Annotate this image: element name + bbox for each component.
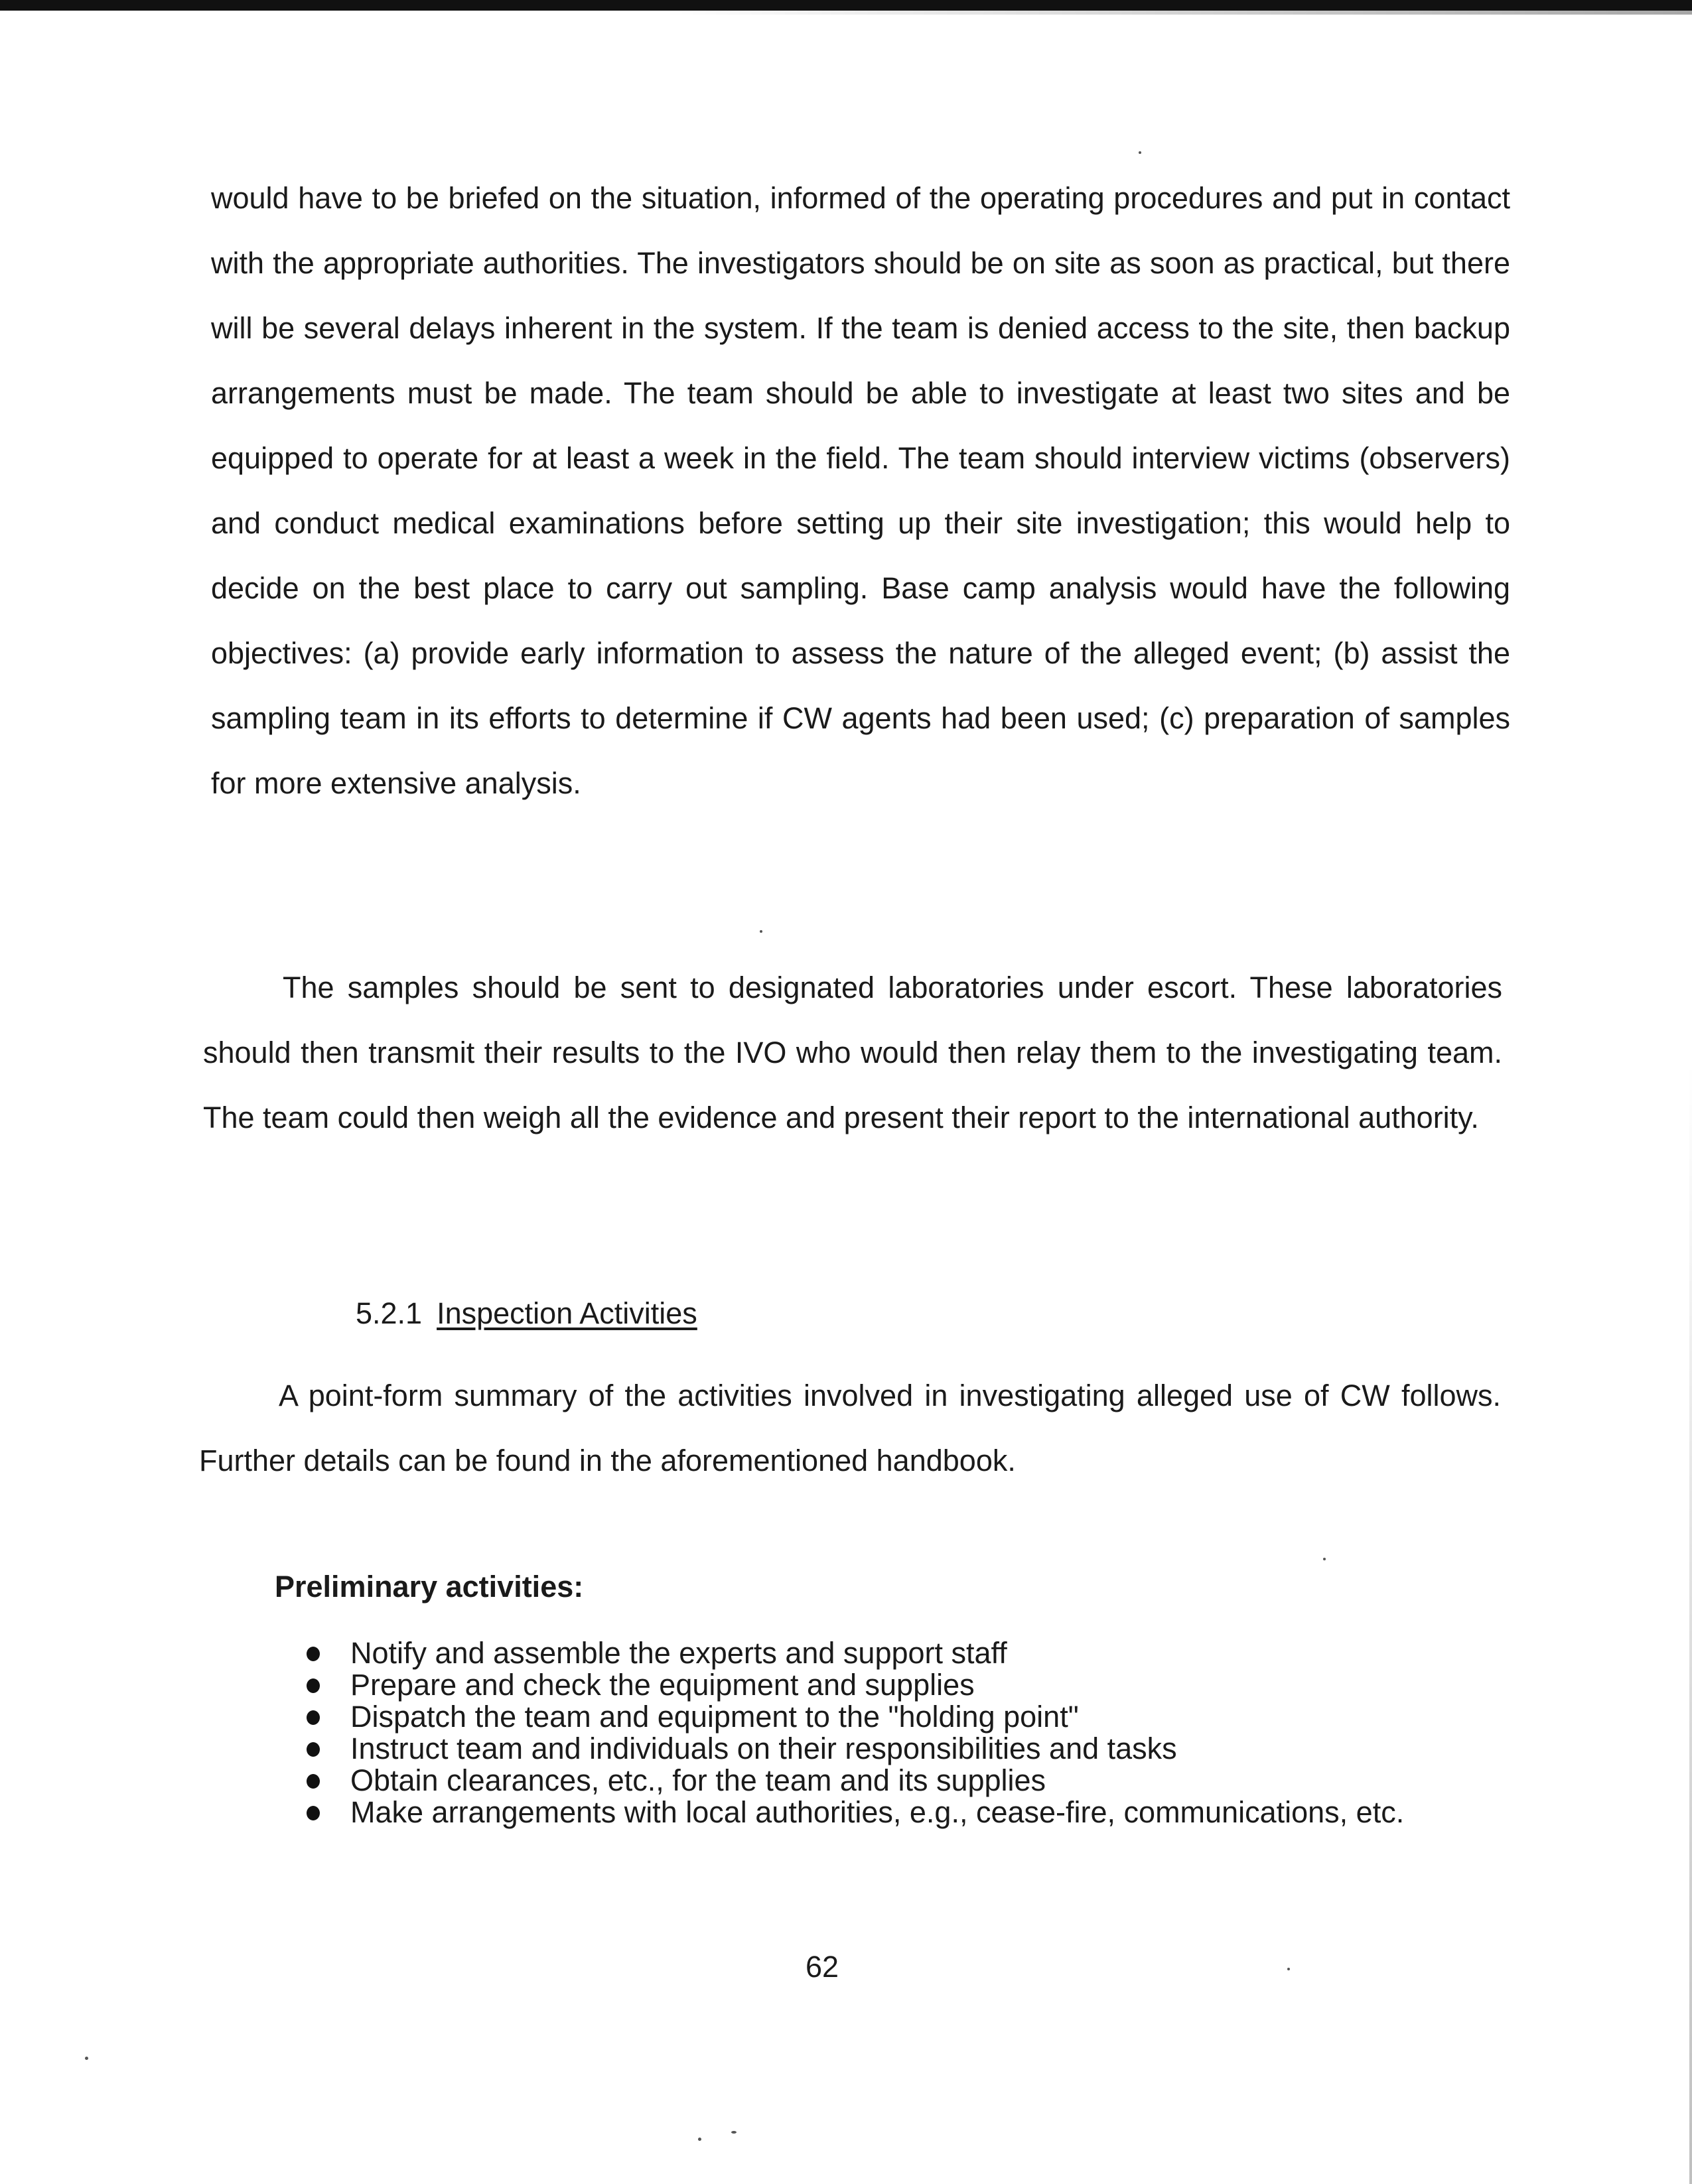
list-item	[299, 1733, 1493, 1765]
list-item	[299, 1765, 1493, 1797]
bullet-icon	[307, 1678, 320, 1693]
scan-top-border	[0, 0, 1692, 11]
list-item	[299, 1669, 1493, 1701]
list-item-text: Instruct team and individuals on their responsibilities and tasks	[350, 1732, 1177, 1765]
list-item-text: Obtain clearances, etc., for the team and its supplies	[350, 1763, 1046, 1797]
preliminary-activities-heading: Preliminary activities:	[275, 1570, 584, 1604]
scan-right-edge	[1689, 1061, 1692, 2184]
bullet-icon	[307, 1647, 320, 1661]
section-number: 5.2.1	[356, 1296, 423, 1330]
list-item-text: Make arrangements with local authorities, e.g., cease-fire, communications, etc.	[350, 1795, 1405, 1829]
scan-speck	[1139, 151, 1141, 154]
bullet-icon	[307, 1710, 320, 1725]
scan-speck	[760, 930, 762, 933]
section-heading	[356, 1294, 697, 1333]
section-intro-paragraph: A point-form summary of the activities involved in investigating alleged use of CW follows. Further details can be found in the aforementioned handbook.	[199, 1379, 1501, 1477]
list-item	[299, 1701, 1493, 1733]
list-item-text: Dispatch the team and equipment to the "holding point"	[350, 1700, 1079, 1734]
preliminary-activities-list	[299, 1637, 1493, 1828]
list-item-text: Prepare and check the equipment and supplies	[350, 1668, 975, 1702]
scan-speck	[85, 2057, 88, 2060]
bullet-icon	[307, 1742, 320, 1757]
scan-speck	[731, 2131, 737, 2134]
scan-speck	[1287, 1968, 1290, 1970]
scan-speck	[1323, 1558, 1326, 1560]
list-item-text: Notify and assemble the experts and support staff	[350, 1636, 1007, 1670]
body-paragraph-1: would have to be briefed on the situation, informed of the operating procedures and put in contact with the appropriate authorities. The investigators should be on site as soon as practical, but there will be several delays inherent in the system. If the team is denied access to the site, then backup arrangements must be made. The team should be able to investigate at least two sites and be equipped to operate for at least a week in the field. The team should interview victims (observers) and conduct medical examinations before setting up their site investigation; this would help to decide on the best place to carry out sampling. Base camp analysis would have the following objectives: (a) provide early information to assess the nature of the alleged event; (b) assist the sampling team in its efforts to determine if CW agents had been used; (c) preparation of samples for more extensive analysis.	[211, 181, 1510, 800]
scan-top-shadow	[664, 11, 1692, 15]
body-paragraph-2: The samples should be sent to designated laboratories under escort. These laboratories should then transmit their results to the IVO who would then relay them to the investigating team. The team could then weigh all the evidence and present their report to the international authority.	[203, 971, 1502, 1134]
list-item	[299, 1797, 1493, 1828]
page-number: 62	[806, 1950, 839, 1984]
scan-speck	[698, 2138, 701, 2141]
bullet-icon	[307, 1774, 320, 1789]
section-title: Inspection Activities	[437, 1296, 697, 1330]
bullet-icon	[307, 1806, 320, 1820]
list-item	[299, 1637, 1493, 1669]
